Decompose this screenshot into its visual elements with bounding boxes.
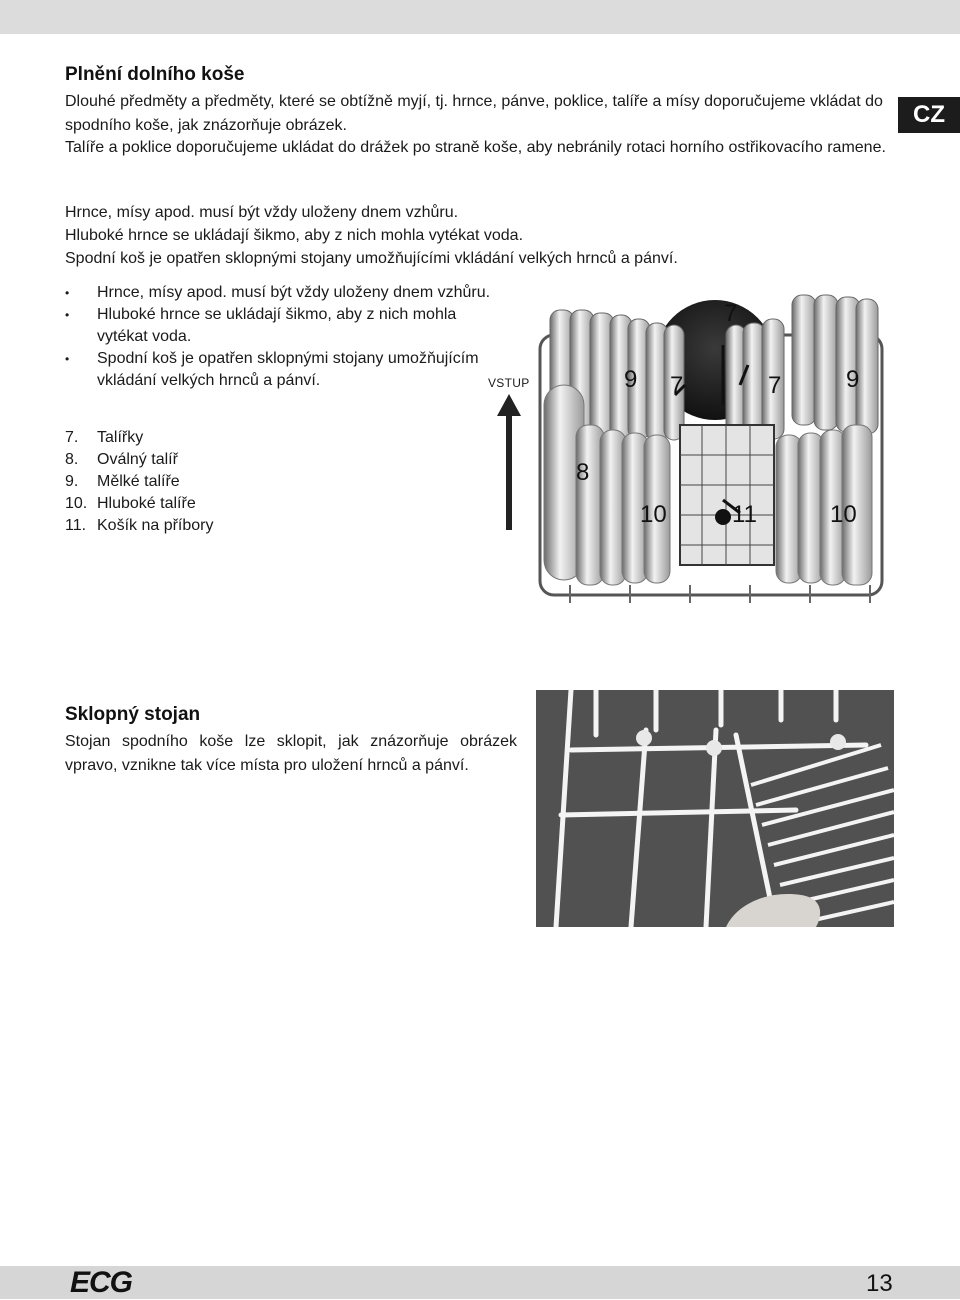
lower-basket-illustration [530,285,890,610]
brand-logo: ECG [70,1266,133,1299]
bullet-list [65,282,495,392]
folding-rack-paragraph: Stojan spodního koše lze sklopit, jak znázorňuje obrázek vpravo, vznikne tak více místa pro uložení hrnců a pánví. [65,733,517,774]
basket-label-9: 9 [846,366,860,393]
basket-label-8: 8 [576,459,590,486]
plates-paragraph: Talíře a poklice doporučujeme ukládat do drážek po straně koše, aby nebránily rotaci horního ostřikovacího ramene. [65,139,886,156]
basket-label-11: 11 [732,501,757,528]
legend-item: 9. Mělké talíře [65,473,180,490]
top-bar [0,0,960,34]
basket-label-10: 10 [830,501,857,528]
legend-item: 11. Košík na příbory [65,517,214,534]
bullet-item: • Spodní koš je opatřen sklopnými stojany umožňujícím vkládání velkých hrnců a pánví. [65,348,495,392]
legend-list [65,427,214,537]
intro-paragraph: Dlouhé předměty a předměty, které se obtížně myjí, tj. hrnce, pánve, poklice, talíře a mísy doporučujeme vkládat do spodního koše, jak znázorňuje obrázek. [65,93,883,134]
basket-label-10: 10 [640,501,667,528]
entry-label: VSTUP [488,376,530,390]
footer-bar [0,1266,960,1299]
section-title-folding-rack: Sklopný stojan [65,704,201,725]
legend-item: 7. Talířky [65,429,144,446]
bullet-item: • Hluboké hrnce se ukládají šikmo, aby z nich mohla vytékat voda. [65,304,495,348]
racks-line: Spodní koš je opatřen sklopnými stojany umožňujícími vkládání velkých hrnců a pánví. [65,250,678,267]
basket-label-7: 7 [724,300,738,327]
page-number: 13 [866,1270,893,1297]
legend-item: 8. Oválný talíř [65,451,178,468]
basket-label-7: 7 [768,372,782,399]
basket-label-9: 9 [624,366,638,393]
entry-arrow-icon [492,392,526,532]
section-title-loading: Plnění dolního koše [65,64,245,85]
pots-line: Hrnce, mísy apod. musí být vždy uloženy dnem vzhůru. [65,204,459,221]
basket-label-7: 7 [670,372,684,399]
language-tab: CZ [898,97,960,133]
deep-pots-line: Hluboké hrnce se ukládají šikmo, aby z nich mohla vytékat voda. [65,227,524,244]
legend-item: 10. Hluboké talíře [65,495,196,512]
bullet-item: • Hrnce, mísy apod. musí být vždy uloženy dnem vzhůru. [65,282,495,304]
folding-rack-photo [536,690,894,927]
